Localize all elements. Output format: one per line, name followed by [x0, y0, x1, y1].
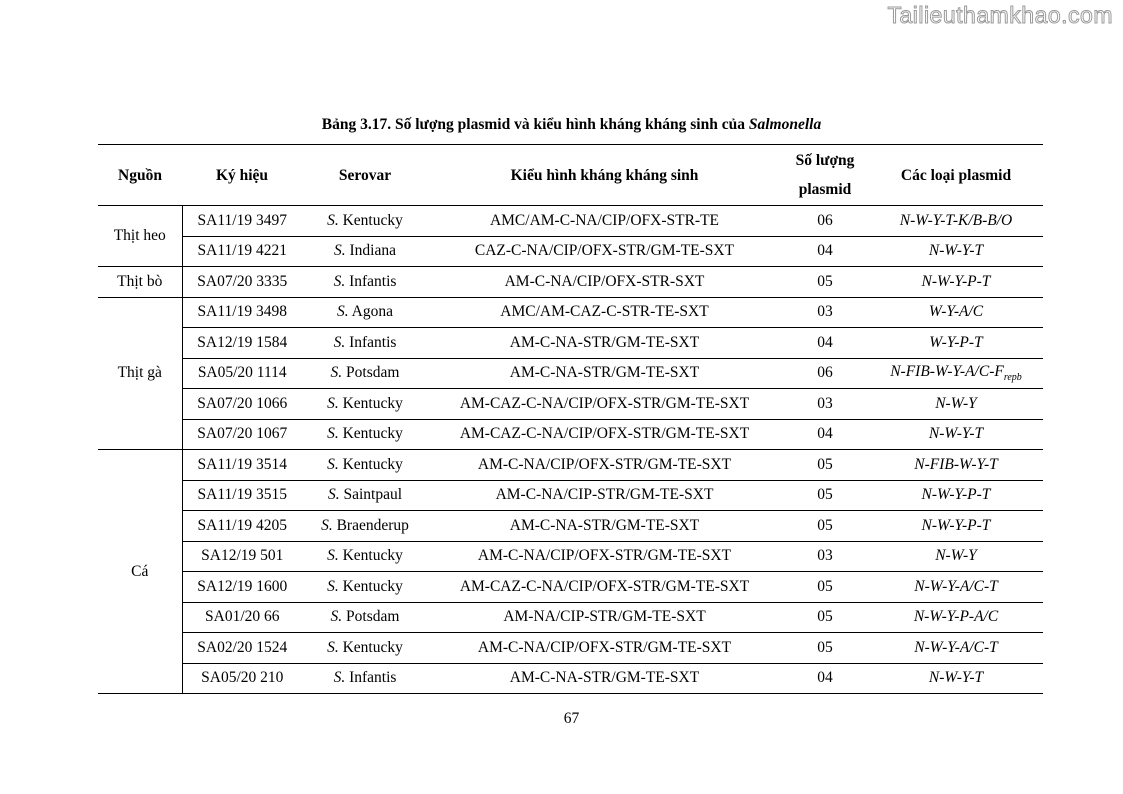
serovar-name: Infantis — [349, 333, 397, 351]
serovar-cell — [302, 389, 428, 420]
count-cell: 04 — [781, 419, 869, 450]
code-cell: SA07/20 1066 — [182, 389, 302, 420]
plasmid-types-text: N-W-Y-P-T — [921, 516, 991, 534]
count-cell: 06 — [781, 206, 869, 237]
table-body — [98, 206, 1043, 694]
code-cell: SA11/19 3514 — [182, 450, 302, 481]
plasmid-types-text: N-W-Y-P-A/C — [913, 608, 999, 626]
serovar-cell — [302, 602, 428, 633]
table-row — [98, 663, 1043, 694]
caption-italic: Salmonella — [748, 116, 822, 133]
serovar-name: Potsdam — [346, 364, 400, 382]
count-cell: 06 — [781, 358, 869, 389]
code-cell: SA12/19 1600 — [182, 572, 302, 603]
header-code: Ký hiệu — [182, 145, 302, 206]
serovar-cell — [302, 480, 428, 511]
serovar-genus: S. — [321, 516, 333, 534]
plasmid-types-text: N-W-Y — [935, 547, 977, 565]
serovar-genus: S. — [327, 547, 339, 565]
serovar-name: Kentucky — [342, 547, 403, 565]
table-row — [98, 541, 1043, 572]
plasmid-types-text: W-Y-A/C — [928, 303, 984, 321]
serovar-name: Saintpaul — [343, 486, 403, 504]
phenotype-cell: AM-C-NA/CIP/OFX-STR/GM-TE-SXT — [428, 633, 781, 664]
code-cell: SA11/19 4221 — [182, 236, 302, 267]
serovar-cell — [302, 450, 428, 481]
serovar-name: Braenderup — [336, 516, 409, 534]
caption-text: Bảng 3.17. Số lượng plasmid và kiểu hình kháng kháng sinh của — [321, 116, 749, 133]
code-cell: SA02/20 1524 — [182, 633, 302, 664]
plasmid-types-text: W-Y-P-T — [929, 333, 983, 351]
count-cell: 05 — [781, 450, 869, 481]
plasmid-types-cell — [869, 633, 1043, 664]
table-row — [98, 297, 1043, 328]
source-cell: Thịt gà — [98, 297, 182, 450]
table-row — [98, 572, 1043, 603]
watermark: Tailieuthamkhao.com — [887, 2, 1113, 28]
count-cell: 03 — [781, 297, 869, 328]
serovar-genus: S. — [333, 669, 346, 687]
plasmid-types-cell — [869, 419, 1043, 450]
plasmid-table — [98, 144, 1043, 694]
serovar-genus: S. — [333, 333, 346, 351]
header-count-line1: Số lượng — [795, 152, 855, 169]
code-cell: SA01/20 66 — [182, 602, 302, 633]
phenotype-cell: AM-C-NA-STR/GM-TE-SXT — [428, 663, 781, 694]
phenotype-cell: CAZ-C-NA/CIP/OFX-STR/GM-TE-SXT — [428, 236, 781, 267]
serovar-cell — [302, 663, 428, 694]
table-row — [98, 206, 1043, 237]
serovar-name: Kentucky — [342, 394, 403, 412]
code-cell: SA07/20 1067 — [182, 419, 302, 450]
plasmid-types-text: N-W-Y-T — [928, 669, 984, 687]
table-row — [98, 511, 1043, 542]
phenotype-cell: AM-C-NA/CIP-STR/GM-TE-SXT — [428, 480, 781, 511]
plasmid-types-cell — [869, 480, 1043, 511]
source-cell: Cá — [98, 450, 182, 694]
plasmid-types-text: N-W-Y-A/C-T — [914, 638, 998, 656]
plasmid-types-cell — [869, 236, 1043, 267]
count-cell: 04 — [781, 328, 869, 359]
table-row — [98, 450, 1043, 481]
serovar-genus: S. — [330, 608, 343, 626]
serovar-name: Kentucky — [342, 425, 403, 443]
code-cell: SA11/19 4205 — [182, 511, 302, 542]
source-cell: Thịt bò — [98, 267, 182, 298]
header-row — [98, 145, 1043, 206]
table-row — [98, 389, 1043, 420]
plasmid-types-cell — [869, 663, 1043, 694]
plasmid-types-cell — [869, 450, 1043, 481]
table-row — [98, 358, 1043, 389]
count-cell: 03 — [781, 389, 869, 420]
plasmid-types-text: N-FIB-W-Y-T — [914, 455, 998, 473]
table-row — [98, 419, 1043, 450]
header-count-line2: plasmid — [798, 181, 852, 198]
count-cell: 03 — [781, 541, 869, 572]
count-cell: 04 — [781, 236, 869, 267]
phenotype-cell: AM-CAZ-C-NA/CIP/OFX-STR/GM-TE-SXT — [428, 572, 781, 603]
serovar-genus: S. — [334, 242, 346, 260]
serovar-name: Infantis — [349, 272, 397, 290]
table-row — [98, 267, 1043, 298]
code-cell: SA05/20 1114 — [182, 358, 302, 389]
source-cell: Thịt heo — [98, 206, 182, 267]
serovar-cell — [302, 206, 428, 237]
phenotype-cell: AM-CAZ-C-NA/CIP/OFX-STR/GM-TE-SXT — [428, 419, 781, 450]
count-cell: 05 — [781, 633, 869, 664]
phenotype-cell: AM-C-NA-STR/GM-TE-SXT — [428, 511, 781, 542]
plasmid-types-cell — [869, 602, 1043, 633]
table-row — [98, 236, 1043, 267]
serovar-genus: S. — [327, 486, 340, 504]
header-plasmid-count — [781, 145, 869, 206]
table-row — [98, 633, 1043, 664]
plasmid-types-cell — [869, 511, 1043, 542]
serovar-genus: S. — [327, 455, 339, 473]
serovar-genus: S. — [327, 577, 339, 595]
phenotype-cell: AM-C-NA-STR/GM-TE-SXT — [428, 328, 781, 359]
plasmid-types-text: N-W-Y-T-K/B-B/O — [899, 211, 1013, 229]
count-cell: 05 — [781, 572, 869, 603]
serovar-genus: S. — [327, 425, 339, 443]
serovar-cell — [302, 541, 428, 572]
plasmid-types-text: N-W-Y — [935, 394, 977, 412]
code-cell: SA12/19 501 — [182, 541, 302, 572]
header-phenotype: Kiểu hình kháng kháng sinh — [428, 145, 781, 206]
code-cell: SA12/19 1584 — [182, 328, 302, 359]
plasmid-types-text: N-W-Y-T — [928, 425, 984, 443]
serovar-genus: S. — [327, 211, 339, 229]
plasmid-types-cell — [869, 297, 1043, 328]
serovar-cell — [302, 358, 428, 389]
serovar-cell — [302, 236, 428, 267]
phenotype-cell: AM-C-NA/CIP/OFX-STR-SXT — [428, 267, 781, 298]
code-cell: SA11/19 3497 — [182, 206, 302, 237]
plasmid-types-cell — [869, 358, 1043, 389]
plasmid-subscript: repb — [1003, 372, 1022, 384]
table-row — [98, 602, 1043, 633]
count-cell: 05 — [781, 511, 869, 542]
serovar-genus: S. — [330, 364, 343, 382]
phenotype-cell: AM-NA/CIP-STR/GM-TE-SXT — [428, 602, 781, 633]
serovar-name: Potsdam — [346, 608, 400, 626]
page-number: 67 — [563, 710, 580, 727]
table-row — [98, 480, 1043, 511]
serovar-cell — [302, 633, 428, 664]
plasmid-types-text: N-W-Y-P-T — [921, 272, 991, 290]
serovar-name: Agona — [351, 303, 393, 321]
phenotype-cell: AM-C-NA/CIP/OFX-STR/GM-TE-SXT — [428, 541, 781, 572]
plasmid-types-text: N-W-Y-T — [928, 242, 984, 260]
phenotype-cell: AM-C-NA-STR/GM-TE-SXT — [428, 358, 781, 389]
serovar-name: Kentucky — [342, 638, 403, 656]
table-caption — [0, 116, 1123, 134]
serovar-genus: S. — [337, 303, 349, 321]
code-cell: SA11/19 3498 — [182, 297, 302, 328]
serovar-cell — [302, 267, 428, 298]
phenotype-cell: AM-C-NA/CIP/OFX-STR/GM-TE-SXT — [428, 450, 781, 481]
count-cell: 04 — [781, 663, 869, 694]
plasmid-types-cell — [869, 541, 1043, 572]
plasmid-types-text: N-W-Y-P-T — [921, 486, 991, 504]
plasmid-types-text: N-FIB-W-Y-A/C-F — [890, 363, 1004, 381]
plasmid-types-cell — [869, 572, 1043, 603]
code-cell: SA05/20 210 — [182, 663, 302, 694]
phenotype-cell: AMC/AM-CAZ-C-STR-TE-SXT — [428, 297, 781, 328]
serovar-cell — [302, 419, 428, 450]
plasmid-types-text: N-W-Y-A/C-T — [914, 577, 998, 595]
serovar-cell — [302, 328, 428, 359]
table-row — [98, 328, 1043, 359]
serovar-cell — [302, 511, 428, 542]
phenotype-cell: AM-CAZ-C-NA/CIP/OFX-STR/GM-TE-SXT — [428, 389, 781, 420]
serovar-genus: S. — [333, 272, 346, 290]
serovar-genus: S. — [327, 638, 339, 656]
serovar-name: Infantis — [349, 669, 397, 687]
count-cell: 05 — [781, 480, 869, 511]
serovar-cell — [302, 297, 428, 328]
serovar-name: Kentucky — [342, 455, 403, 473]
serovar-genus: S. — [327, 394, 339, 412]
plasmid-types-cell — [869, 267, 1043, 298]
serovar-name: Indiana — [349, 242, 396, 260]
serovar-name: Kentucky — [342, 211, 403, 229]
plasmid-types-cell — [869, 328, 1043, 359]
serovar-cell — [302, 572, 428, 603]
header-source: Nguồn — [98, 145, 182, 206]
header-plasmid-types: Các loại plasmid — [869, 145, 1043, 206]
plasmid-types-cell — [869, 206, 1043, 237]
header-serovar: Serovar — [302, 145, 428, 206]
code-cell: SA11/19 3515 — [182, 480, 302, 511]
plasmid-types-cell — [869, 389, 1043, 420]
phenotype-cell: AMC/AM-C-NA/CIP/OFX-STR-TE — [428, 206, 781, 237]
count-cell: 05 — [781, 267, 869, 298]
count-cell: 05 — [781, 602, 869, 633]
serovar-name: Kentucky — [342, 577, 403, 595]
code-cell: SA07/20 3335 — [182, 267, 302, 298]
